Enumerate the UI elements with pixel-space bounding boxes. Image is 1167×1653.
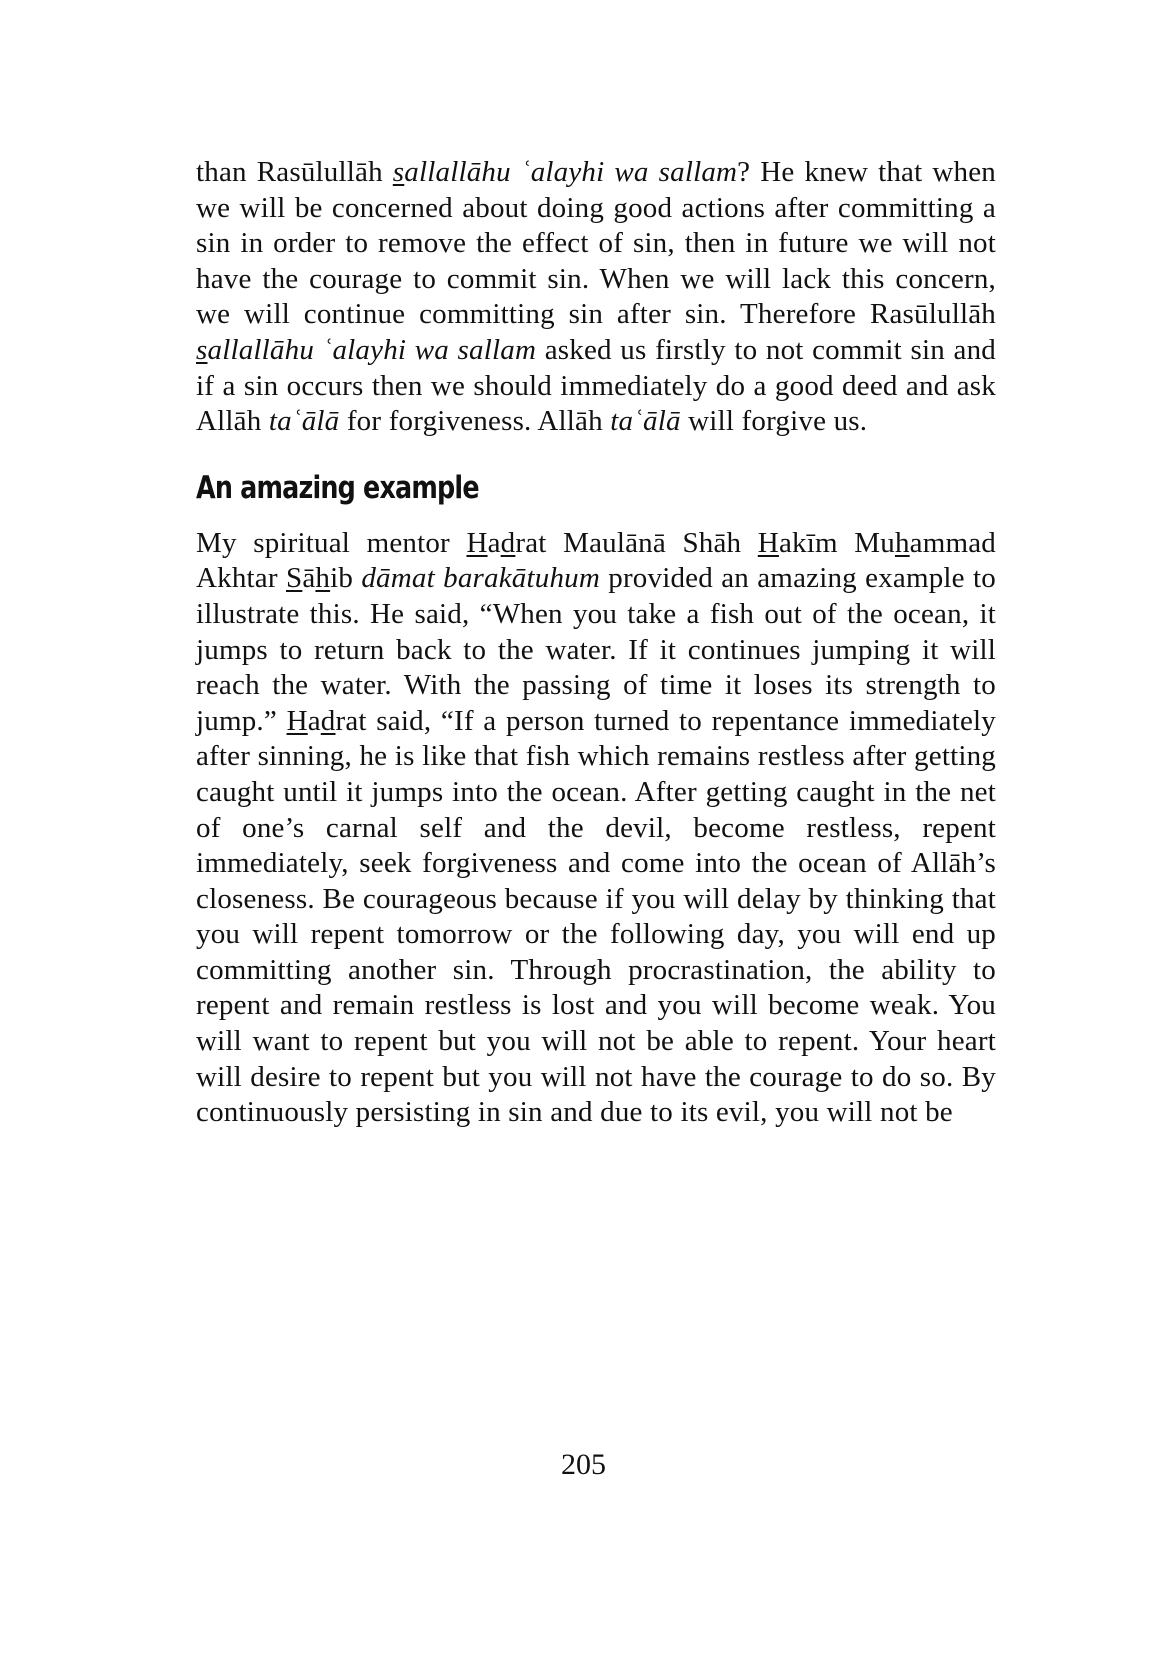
page-body — [196, 155, 996, 1131]
section-heading: An amazing example — [196, 469, 479, 506]
page-number: 205 — [561, 1448, 606, 1481]
paragraph-2: My spiritual mentor Hadrat Maulānā Shāh Hakīm Muhammad Akhtar Sāhib dāmat barakātuhum provided an amazing example to illustrate this. He said, “When you take a fish out of the ocean, it jumps to return back to the water. If it continues jumping it will reach the water. With the passing of time it loses its strength to jump.” Hadrat said, “If a person turned to repentance immediately after sinning, he is like that fish which remains restless after getting caught until it jumps into the ocean. After getting caught in the net of one’s carnal self and the devil, become restless, repent immediately, seek forgiveness and come into the ocean of Allāh’s closeness. Be courageous because if you will delay by thinking that you will repent tomorrow or the following day, you will end up committing another sin. Through procrastination, the ability to repent and remain restless is lost and you will become weak. You will want to repent but you will not be able to repent. Your heart will desire to repent but you will not have the courage to do so. By continuously persisting in sin and due to its evil, you will not be — [196, 526, 996, 1129]
paragraph-1: than Rasūlullāh sallallāhu ʿalayhi wa sallam? He knew that when we will be concerned about doing good actions after committing a sin in order to remove the effect of sin, then in future we will not have the courage to commit sin. When we will lack this concern, we will continue committing sin after sin. Therefore Rasūlullāh sallallāhu ʿalayhi wa sallam asked us firstly to not commit sin and if a sin occurs then we should immediately do a good deed and ask Allāh taʿālā for forgiveness. Allāh taʿālā will forgive us. — [196, 156, 996, 438]
